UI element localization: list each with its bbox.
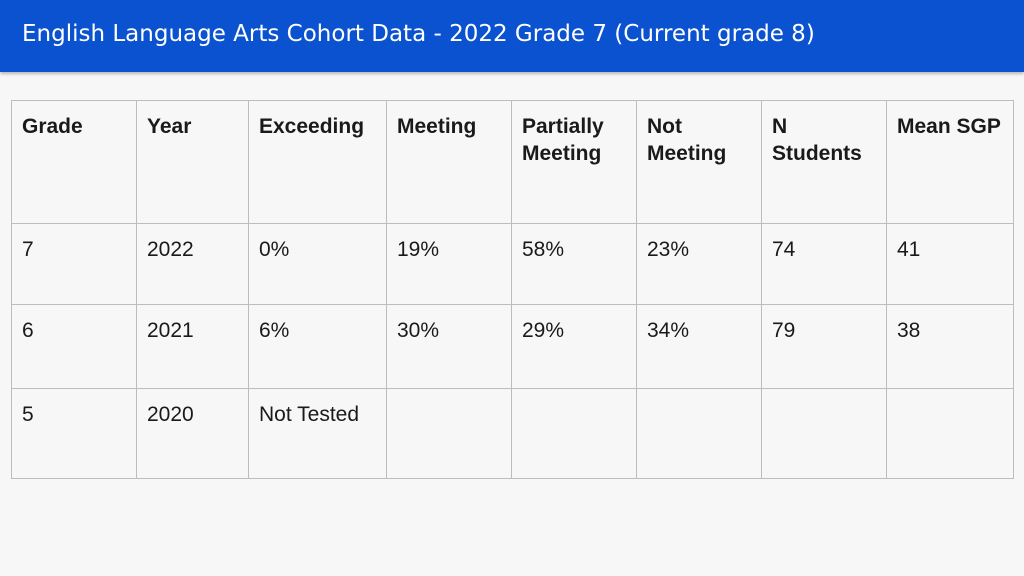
cell-not-meeting: [637, 389, 762, 479]
cell-exceeding: Not Tested: [249, 389, 387, 479]
cell-n-students: 79: [762, 305, 887, 389]
cell-not-meeting: 34%: [637, 305, 762, 389]
table-row: [12, 305, 1014, 389]
cell-partially-meeting: [512, 389, 637, 479]
cell-exceeding: 6%: [249, 305, 387, 389]
cell-grade: 7: [12, 224, 137, 305]
header-year: Year: [137, 101, 249, 224]
cell-exceeding: 0%: [249, 224, 387, 305]
cell-meeting: 30%: [387, 305, 512, 389]
cell-year: 2022: [137, 224, 249, 305]
cell-year: 2021: [137, 305, 249, 389]
cell-n-students: [762, 389, 887, 479]
header-n-students: N Students: [762, 101, 887, 224]
slide-title: English Language Arts Cohort Data - 2022 Grade 7 (Current grade 8): [22, 21, 815, 47]
header-grade: Grade: [12, 101, 137, 224]
table-header-row: [12, 101, 1014, 224]
cell-grade: 6: [12, 305, 137, 389]
cell-meeting: 19%: [387, 224, 512, 305]
cell-grade: 5: [12, 389, 137, 479]
cell-meeting: [387, 389, 512, 479]
table-row: [12, 224, 1014, 305]
cell-partially-meeting: 58%: [512, 224, 637, 305]
cell-not-meeting: 23%: [637, 224, 762, 305]
header-exceeding: Exceeding: [249, 101, 387, 224]
cell-mean-sgp: 41: [887, 224, 1014, 305]
title-bar: [0, 0, 1024, 72]
cell-n-students: 74: [762, 224, 887, 305]
header-partially-meeting: Partially Meeting: [512, 101, 637, 224]
cell-mean-sgp: [887, 389, 1014, 479]
cell-year: 2020: [137, 389, 249, 479]
table-row: [12, 389, 1014, 479]
cell-mean-sgp: 38: [887, 305, 1014, 389]
cell-partially-meeting: 29%: [512, 305, 637, 389]
cohort-data-table: [11, 100, 1014, 479]
header-mean-sgp: Mean SGP: [887, 101, 1014, 224]
header-not-meeting: Not Meeting: [637, 101, 762, 224]
header-meeting: Meeting: [387, 101, 512, 224]
